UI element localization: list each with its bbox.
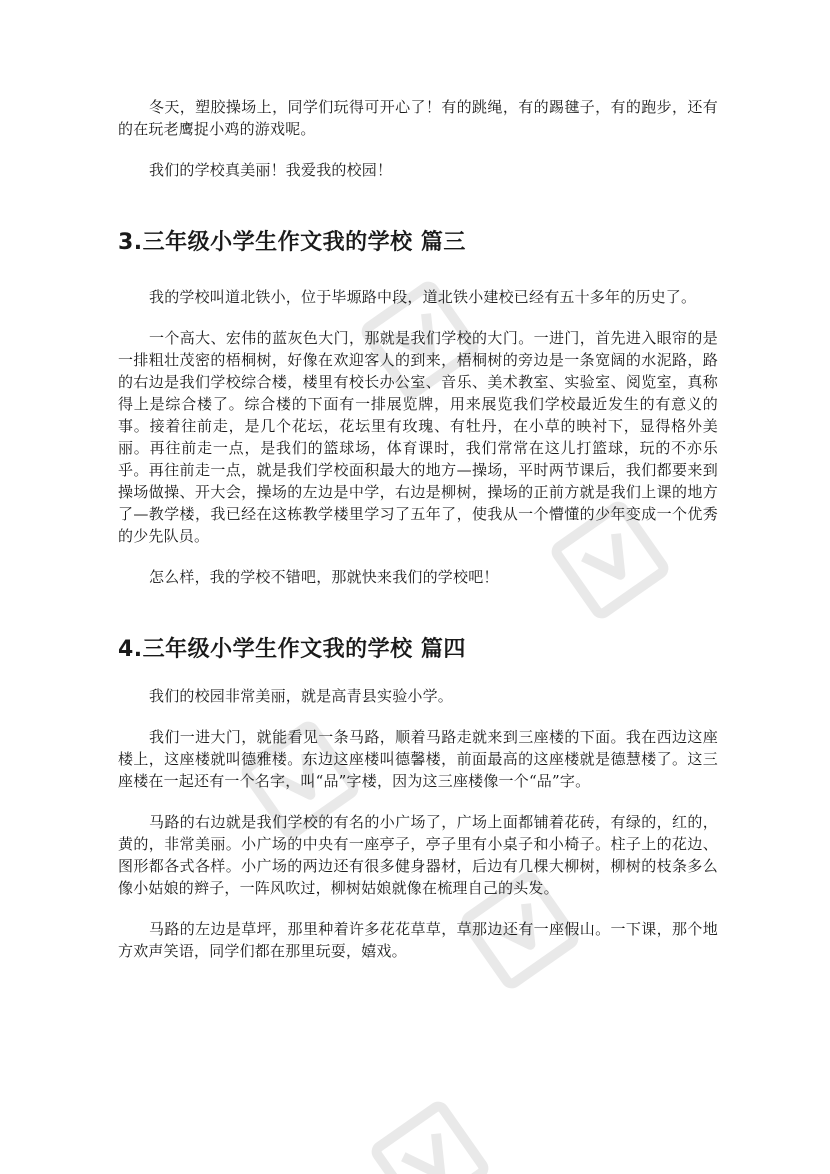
paragraph: 马路的左边是草坪，那里种着许多花花草草，草那边还有一座假山。一下课，那个地方欢声笑语，同学们都在那里玩耍，嬉戏。: [118, 920, 718, 960]
section-heading: 3.三年级小学生作文我的学校 篇三: [118, 230, 466, 255]
document-body: [118, 96, 718, 981]
paragraph: 我们的校园非常美丽，就是高青县实验小学。: [149, 687, 454, 705]
paragraph: 怎么样，我的学校不错吧，那就快来我们的学校吧！: [149, 568, 499, 586]
watermark-mark: [374, 1104, 485, 1174]
paragraph: 我的学校叫道北铁小，位于毕塬路中段，道北铁小建校已经有五十多年的历史了。: [149, 288, 697, 306]
paragraph: 我们一进大门，就能看见一条马路，顺着马路走就来到三座楼的下面。我在西边这座楼上，这座楼就叫德雅楼。东边这座楼叫德馨楼，前面最高的这座楼就是德慧楼了。这三座楼在一起还有一个名字，叫“品”字楼，因为这三座楼像一个“品”字。: [118, 728, 718, 790]
section-heading: 4.三年级小学生作文我的学校 篇四: [118, 637, 466, 662]
paragraph: 一个高大、宏伟的蓝灰色大门，那就是我们学校的大门。一进门，首先进入眼帘的是一排粗壮茂密的梧桐树，好像在欢迎客人的到来，梧桐树的旁边是一条宽阔的水泥路，路的右边是我们学校综合楼，楼里有校长办公室、音乐、美术教室、实验室、阅览室，真称得上是综合楼了。综合楼的下面有一排展览牌，用来展览我们学校最近发生的有意义的事。接着往前走，是几个花坛，花坛里有玫瑰、有牡丹，在小草的映衬下，显得格外美丽。再往前走一点，是我们的篮球场，体育课时，我们常常在这儿打篮球，玩的不亦乐乎。再往前走一点，就是我们学校面积最大的地方—操场，平时两节课后，我们都要来到操场做操、开大会，操场的左边是中学，右边是柳树，操场的正前方就是我们上课的地方了—教学楼，我已经在这栋教学楼里学习了五年了，使我从一个懵懂的少年变成一个优秀的少先队员。: [118, 329, 718, 545]
paragraph: 我们的学校真美丽！我爱我的校园！: [149, 161, 393, 179]
paragraph: 冬天，塑胶操场上，同学们玩得可开心了！有的跳绳，有的踢毽子，有的跑步，还有的在玩老鹰捉小鸡的游戏呢。: [118, 98, 718, 138]
paragraph: 马路的右边就是我们学校的有名的小广场了，广场上面都铺着花砖，有绿的，红的，黄的，非常美丽。小广场的中央有一座亭子，亭子里有小桌子和小椅子。柱子上的花边、图形都各式各样。小广场的两边还有很多健身器材，后边有几棵大柳树，柳树的枝条多么像小姑娘的辫子，一阵风吹过，柳树姑娘就像在梳理自己的头发。: [118, 813, 718, 897]
